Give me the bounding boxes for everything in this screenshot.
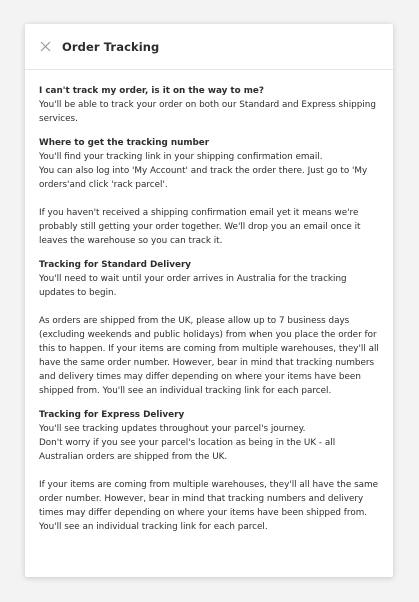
section-express-delivery xyxy=(39,408,379,534)
section-cant-track xyxy=(39,84,379,126)
panel-header xyxy=(25,24,393,70)
section-paragraph: If your items are coming from multiple warehouses, they'll all have the same order number. However, bear in mind that tracking numbers and delivery times may differ depending on where your items have been shipped from. You'll see an individual tracking link for each parcel. xyxy=(39,480,379,532)
section-paragraph: You can also log into 'My Account' and track the order there. Just go to 'My orders'and click 'rack parcel'. xyxy=(39,166,368,190)
section-paragraph: You'll find your tracking link in your shipping confirmation email. xyxy=(39,152,323,162)
close-icon-glyph xyxy=(40,41,51,52)
section-paragraph: If you haven't received a shipping confirmation email yet it means we're probably still getting your order together. We'll drop you an email once it leaves the warehouse so you can track it. xyxy=(39,208,361,246)
section-paragraph: You'll be able to track your order on both our Standard and Express shipping services. xyxy=(39,100,376,124)
close-icon[interactable] xyxy=(39,41,51,53)
section-heading: I can't track my order, is it on the way to me? xyxy=(39,86,264,96)
section-heading: Tracking for Express Delivery xyxy=(39,410,185,420)
section-tracking-number xyxy=(39,136,379,248)
panel-content xyxy=(25,70,393,534)
section-heading: Where to get the tracking number xyxy=(39,138,210,148)
section-paragraph: You'll need to wait until your order arrives in Australia for the tracking updates to begin. xyxy=(39,274,347,298)
section-standard-delivery xyxy=(39,258,379,398)
section-paragraph: You'll see tracking updates throughout your parcel's journey. xyxy=(39,424,306,434)
section-paragraph: Don't worry if you see your parcel's location as being in the UK - all Australian orders are shipped from the UK. xyxy=(39,438,336,462)
section-paragraph: As orders are shipped from the UK, please allow up to 7 business days (excluding weekends and public holidays) from when you place the order for this to happen. If your items are coming from multiple warehouses, they'll all have the same order number. However, bear in mind that tracking numbers and delivery times may differ depending on where your items have been shipped from. You'll see an individual tracking link for each parcel. xyxy=(39,316,379,396)
paragraph-gap xyxy=(39,300,379,314)
order-tracking-panel xyxy=(25,24,393,577)
panel-title: Order Tracking xyxy=(62,39,160,54)
section-heading: Tracking for Standard Delivery xyxy=(39,260,192,270)
paragraph-gap xyxy=(39,464,379,478)
paragraph-gap xyxy=(39,192,379,206)
